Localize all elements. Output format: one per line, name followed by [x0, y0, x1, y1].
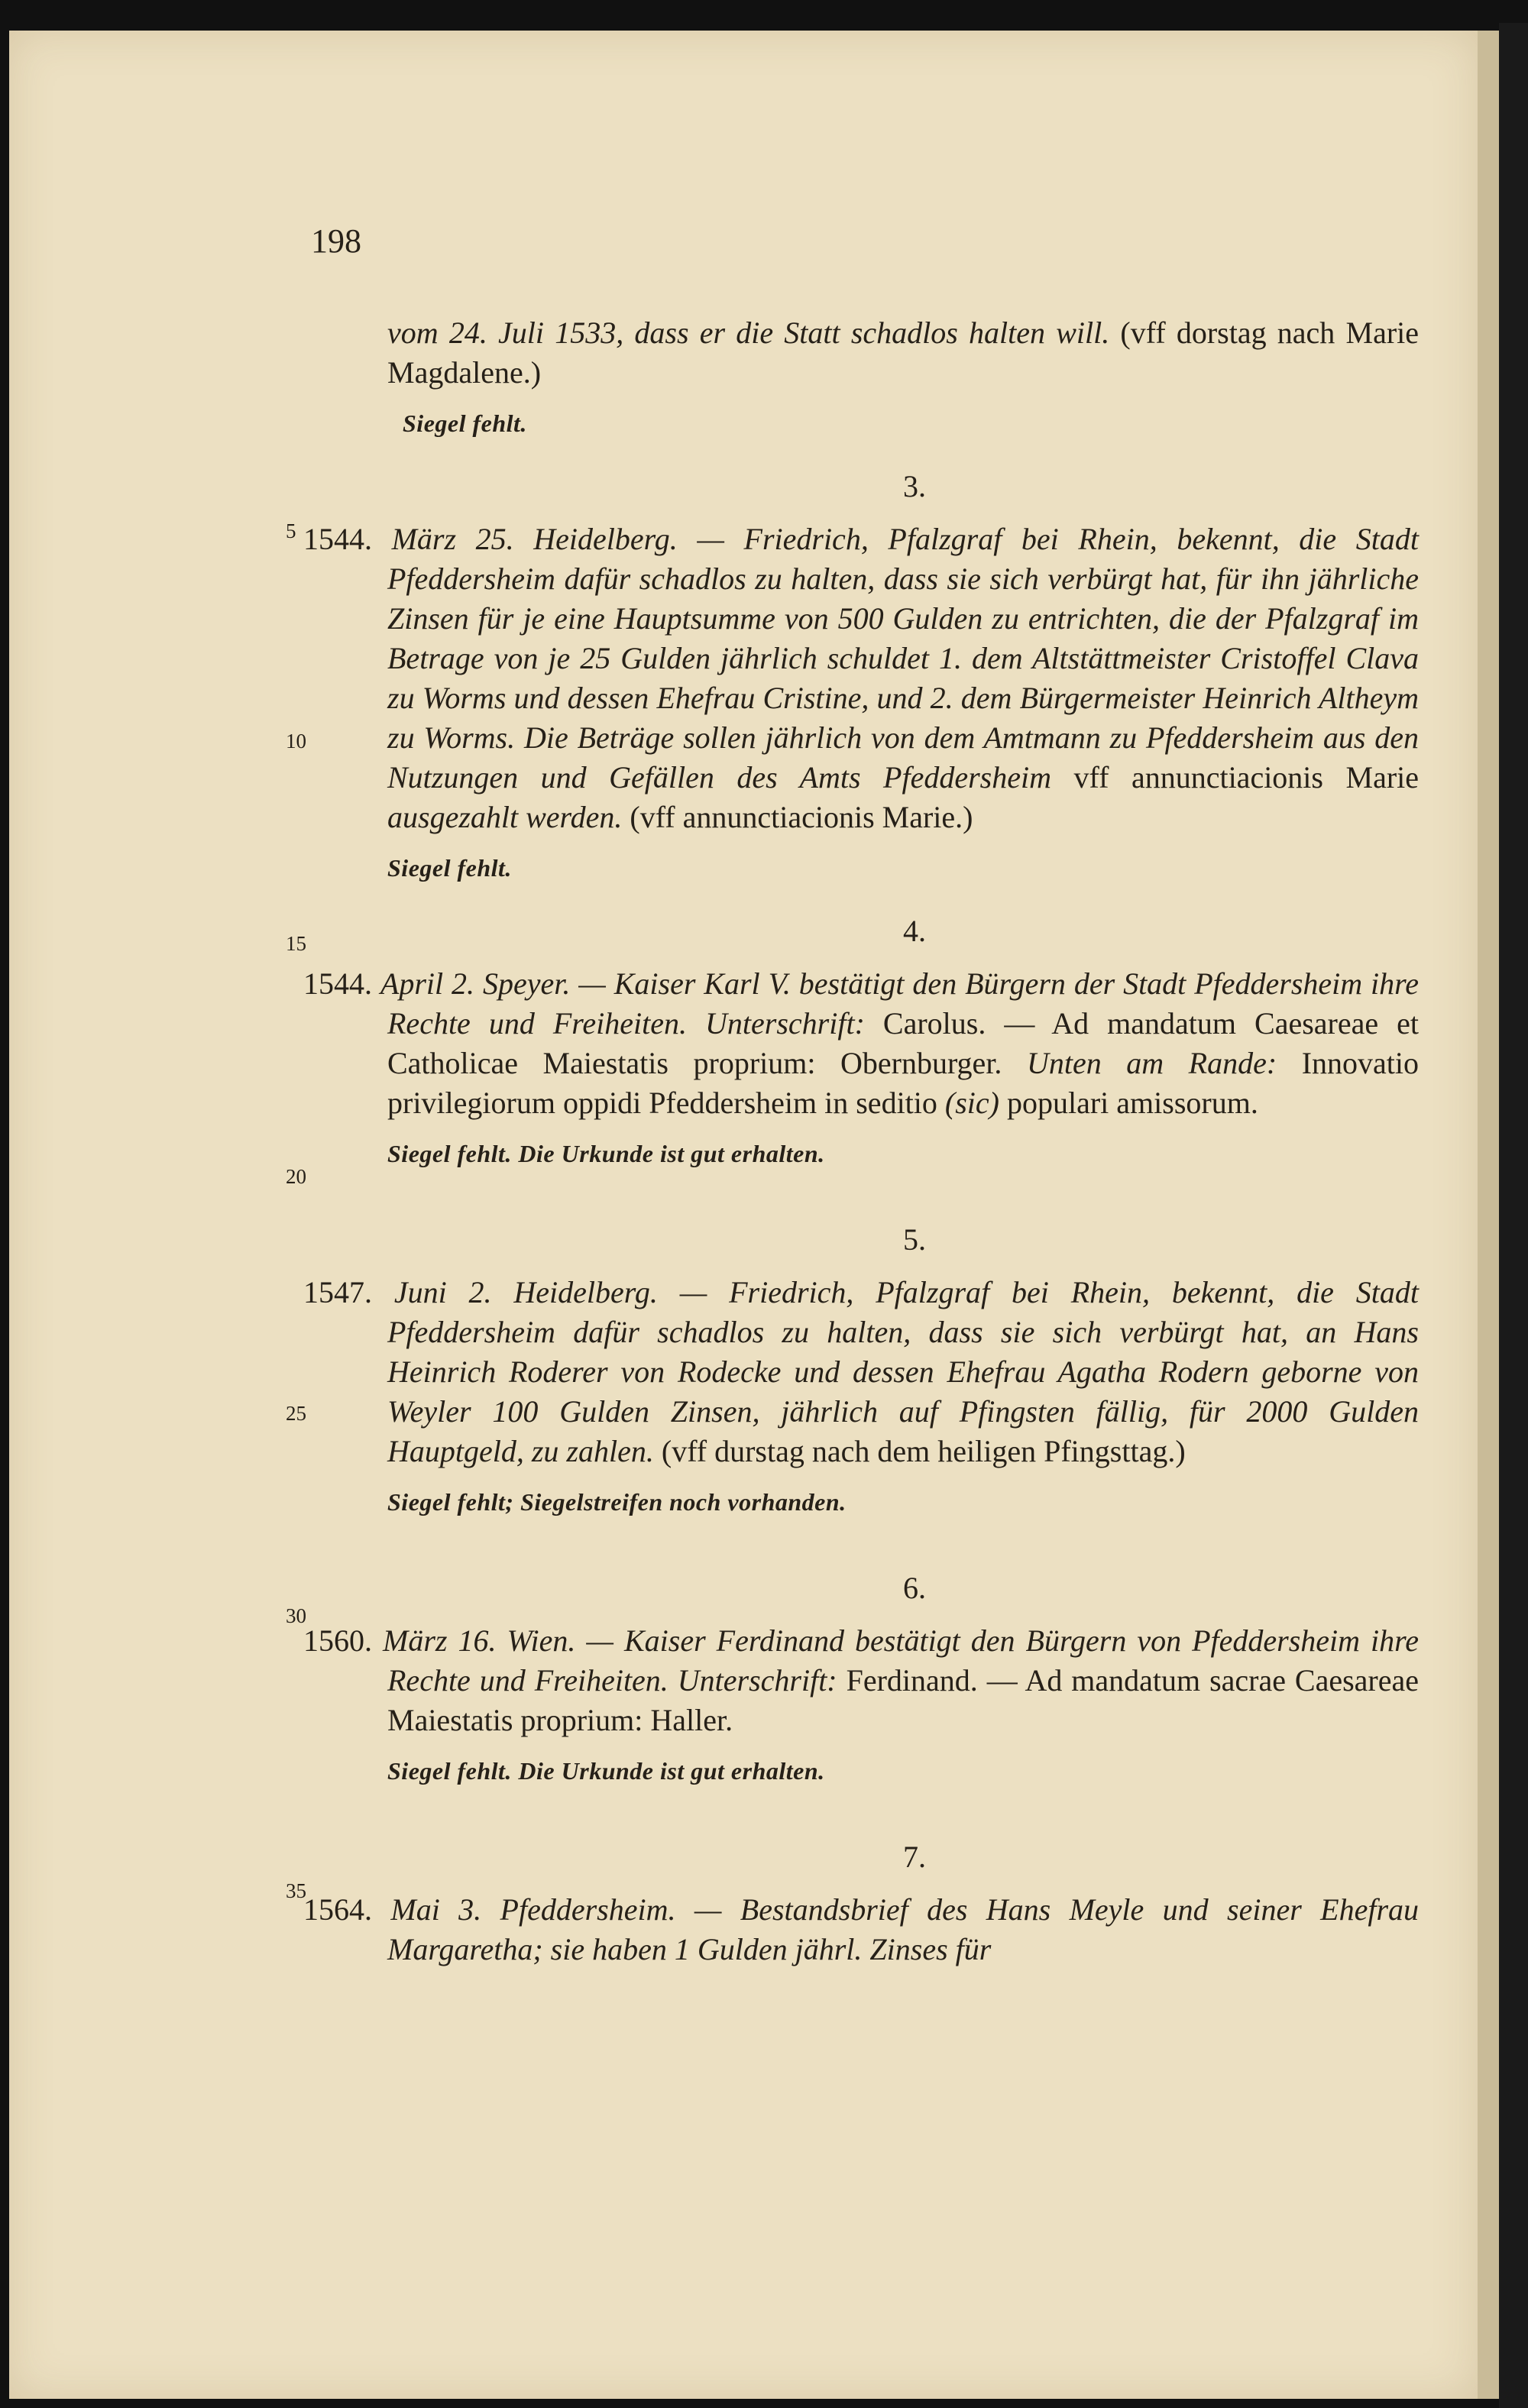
entry-date: 1560.: [303, 1623, 372, 1658]
entry-number: 6.: [903, 1571, 926, 1605]
entry-number: 5.: [903, 1222, 926, 1257]
entry-italic: Unten am Rande:: [1026, 1046, 1277, 1080]
entry-italic: ausgezahlt werden.: [387, 800, 623, 834]
entry-roman: populari amissorum.: [1006, 1086, 1258, 1120]
line-number: 25: [286, 1402, 306, 1425]
entry-date: 1547.: [303, 1275, 372, 1309]
prev-entry-roman: (vff dorstag nach Marie Magdalene.): [387, 316, 1420, 390]
document-page: [9, 31, 1478, 2399]
entry-seal: Siegel fehlt. Die Urkunde ist gut erhalten.: [387, 1757, 825, 1785]
entry-number: 4.: [903, 914, 926, 948]
entry-text: [303, 1273, 1419, 1471]
entry-roman: Ferdinand. — Ad mandatum sacrae Caesareae Maiestatis proprium: Haller.: [387, 1663, 1419, 1737]
line-number: 15: [286, 932, 306, 955]
entry-roman: (vff annunctiacionis Marie.): [630, 800, 973, 834]
entry-date: 1544.: [303, 522, 372, 556]
entry-roman: Carolus. — Ad mandatum Caesareae et Catholicae Maiestatis proprium: Obernburger.: [387, 1006, 1419, 1080]
line-number: 30: [286, 1604, 306, 1627]
prev-entry-text: [303, 313, 1419, 393]
entry-seal: Siegel fehlt.: [387, 854, 512, 882]
entry-seal: Siegel fehlt. Die Urkunde ist gut erhalten.: [387, 1140, 825, 1167]
entry-head: März 16. Wien. — Kaiser Ferdinand bestätigt den Bürgern von Pfeddersheim ihre Rechte und Freiheiten. Unterschrift:: [383, 1623, 1419, 1698]
entry-head: Juni 2. Heidelberg. — Friedrich, Pfalzgraf bei Rhein, bekennt, die Stadt Pfeddersheim dafür schadlos zu halten, dass sie sich verbürgt hat, an Hans Heinrich Roderer von Rodecke und dessen Ehefrau Agatha Rodern geborne von Weyler 100 Gulden Zinsen, jährlich auf Pfingsten fällig, für 2000 Gulden Hauptgeld, zu zahlen.: [387, 1275, 1420, 1468]
document-body: [303, 313, 1419, 1969]
entry-text: [303, 964, 1419, 1123]
page-gutter: [1478, 31, 1499, 2399]
entry-roman: Innovatio privilegiorum oppidi Pfeddersheim in seditio: [387, 1046, 1420, 1120]
entry-date: 1544.: [303, 966, 372, 1001]
entry-head: April 2. Speyer. — Kaiser Karl V. bestätigt den Bürgern der Stadt Pfeddersheim ihre Rechte und Freiheiten. Unterschrift:: [380, 966, 1419, 1041]
page-number: 198: [311, 222, 361, 260]
entry-head: Mai 3. Pfeddersheim. — Bestandsbrief des Hans Meyle und seiner Ehefrau Margaretha; sie haben 1 Gulden jährl. Zinses für: [387, 1892, 1420, 1966]
line-number: 5: [286, 519, 296, 542]
entry-seal: Siegel fehlt; Siegelstreifen noch vorhanden.: [387, 1488, 847, 1516]
line-number: 20: [286, 1165, 306, 1188]
entry-text: [303, 1621, 1419, 1740]
book-edge: [1499, 23, 1528, 2408]
entry-number: 3.: [903, 469, 926, 503]
prev-entry-italic: vom 24. Juli 1533, dass er die Statt schadlos halten will.: [387, 316, 1110, 350]
entry-date: 1564.: [303, 1892, 372, 1927]
line-number: 10: [286, 730, 306, 752]
entry-italic: (sic): [944, 1086, 999, 1120]
prev-entry-seal: Siegel fehlt.: [403, 409, 527, 437]
entry-roman: vff annunctiacionis Marie: [1073, 760, 1420, 795]
entry-head: März 25. Heidelberg. — Friedrich, Pfalzgraf bei Rhein, bekennt, die Stadt Pfeddersheim dafür schadlos zu halten, dass sie sich verbürgt hat, für ihn jährliche Zinsen für je eine Hauptsumme von 500 Gulden zu entrichten, die der Pfalzgraf im Betrage von je 25 Gulden jährlich schuldet 1. dem Altstättmeister Cristoffel Clava zu Worms und dessen Ehefrau Cristine, und 2. dem Bürgermeister Heinrich Altheym zu Worms. Die Beträge sollen jährlich von dem Amtmann zu Pfeddersheim aus den Nutzungen und Gefällen des Amts Pfeddersheim: [387, 522, 1419, 795]
entry-text: [303, 1890, 1419, 1969]
entry-text: [303, 519, 1419, 837]
entry-roman: (vff durstag nach dem heiligen Pfingsttag.): [661, 1434, 1186, 1468]
line-number: 35: [286, 1879, 306, 1902]
entry-number: 7.: [903, 1840, 926, 1874]
